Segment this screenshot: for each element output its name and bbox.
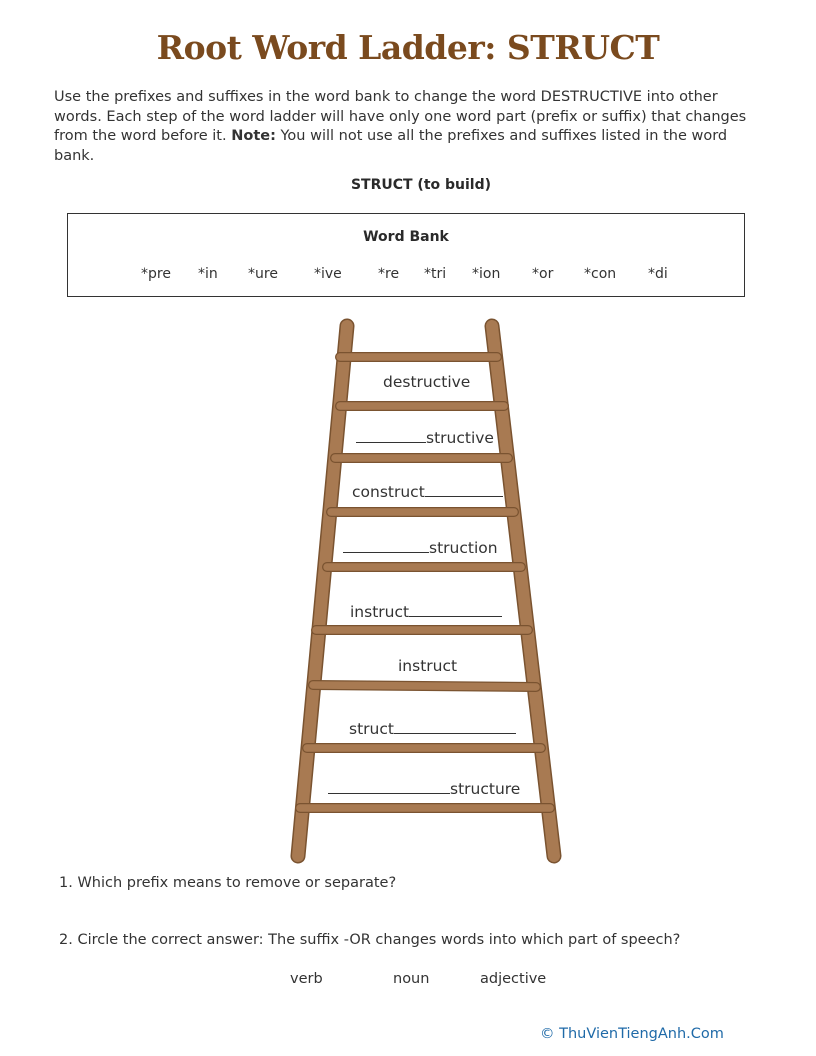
step-word-part: structure: [450, 780, 521, 798]
ladder-step-1: [383, 373, 470, 391]
answer-choice-noun[interactable]: noun: [393, 971, 430, 987]
word-bank-item: *di: [648, 266, 668, 282]
ladder-step-3: [352, 482, 503, 501]
answer-blank[interactable]: [409, 602, 502, 617]
answer-blank[interactable]: [356, 428, 426, 443]
ladder-step-4: [343, 538, 498, 557]
ladder-step-5: [350, 602, 502, 621]
word-bank-item: *in: [198, 266, 218, 282]
step-word-part: structive: [426, 429, 494, 447]
answer-choice-adjective[interactable]: adjective: [480, 971, 547, 987]
step-word-part: instruct: [350, 603, 410, 621]
question-2: 2. Circle the correct answer: The suffix -OR changes words into which part of speech?: [59, 932, 681, 948]
answer-blank[interactable]: [394, 719, 516, 734]
note-text: You will not use all the prefixes and suffixes listed in the word bank.: [54, 128, 728, 164]
word-bank-item: *re: [378, 266, 400, 282]
word-bank-item: *tri: [424, 266, 447, 282]
ladder-step-7: [349, 719, 516, 738]
answer-blank[interactable]: [328, 779, 450, 794]
word-bank-item: *ure: [248, 266, 278, 282]
answer-choice-verb[interactable]: verb: [290, 971, 323, 987]
word-bank-item: *pre: [141, 266, 171, 282]
answer-blank[interactable]: [425, 482, 503, 497]
word-bank-item: *or: [532, 266, 554, 282]
step-word-part: struct: [349, 720, 394, 738]
ladder-rung: [313, 685, 536, 687]
footer-credit: © ThuVienTiengAnh.Com: [540, 1026, 724, 1042]
step-word-part: destructive: [383, 373, 471, 391]
ladder-step-6: [398, 657, 457, 675]
ladder-step-8: [328, 779, 520, 798]
page-title: Root Word Ladder: STRUCT: [156, 28, 660, 67]
step-word-part: instruct: [398, 657, 458, 675]
question-1: 1. Which prefix means to remove or separate?: [59, 875, 397, 891]
answer-blank[interactable]: [343, 538, 429, 553]
note-label: Note:: [231, 128, 276, 144]
ladder-step-2: [356, 428, 494, 447]
step-word-part: struction: [429, 539, 498, 557]
step-word-part: construct: [352, 483, 425, 501]
instructions-text: Use the prefixes and suffixes in the word bank to change the word DESTRUCTIVE into other words. Each step of the word ladder will have only one word part (prefix or suffix) that changes from the word before it.: [54, 89, 747, 144]
word-bank-title: Word Bank: [363, 229, 449, 245]
word-bank-item: *ive: [314, 266, 342, 282]
word-bank-item: *ion: [472, 266, 501, 282]
word-bank-item: *con: [584, 266, 617, 282]
root-word-heading: STRUCT (to build): [350, 177, 492, 193]
